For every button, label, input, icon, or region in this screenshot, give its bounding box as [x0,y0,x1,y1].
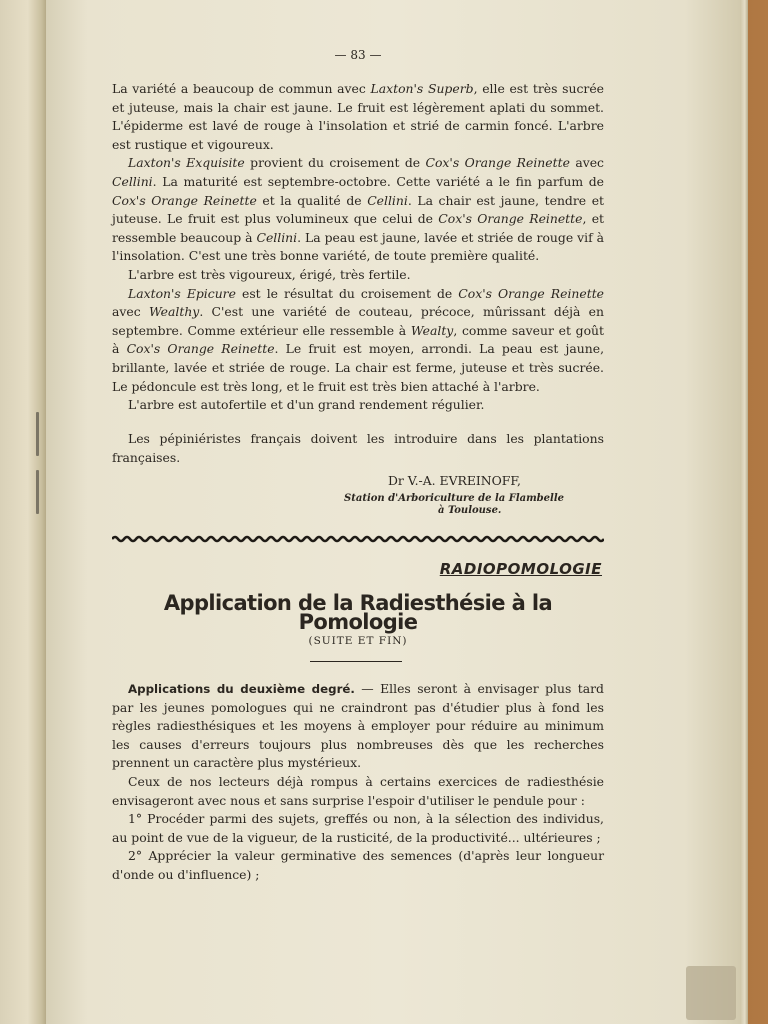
article-title: Application de la Radiesthésie à la Pomologie [163,591,553,634]
title-rule [310,661,402,662]
article-text-block [112,80,604,415]
paragraph-exquisite: Laxton's Exquisite provient du croisement de Cox's Orange Reinette avec Cellini. La maturité est septembre-octobre. Cette variété a le fin parfum de Cox's Orange Reinette et la qualité de Cellini. La chair est jaune, tendre et juteuse. Le fruit est plus volumineux que celui de Cox's Orange Reinette, et ressemble beaucoup à Cellini. La peau est jaune, lavée et striée de rouge vif à l'insolation. C'est une très bonne variété, de toute première qualité. [112,155,605,264]
section-label: RADIOPOMOLOGIE [439,560,602,578]
paragraph-superb: La variété a beaucoup de commun avec Laxton's Superb, elle est très sucrée et juteuse, mais la chair est jaune. Le fruit est légèrement aplati du sommet. L'épiderme est lavé de rouge à l'insolation et strié de carmin foncé. L'arbre est rustique et vigoureux. [112,81,604,152]
staple [36,412,39,456]
author-station: Station d'Arboriculture de la Flambelle [344,493,564,504]
staple [36,470,39,514]
body-paragraph-2: Ceux de nos lecteurs déjà rompus à certains exercices de radiesthésie envisageront avec nous et sans surprise l'espoir d'utiliser le pendule pour : [112,773,604,808]
paragraph-autofertile: L'arbre est autofertile et d'un grand rendement régulier. [128,397,485,413]
body-paragraph-1: Applications du deuxième degré. — Elles seront à envisager plus tard par les jeunes pomologues qui ne craindront pas d'étudier plus à fond les règles radiesthésiques et les moyens à employer pour réduire au minimum les causes d'erreurs toujours plus nombreuses dès que les recherches prennent un caractère plus mystérieux. [112,681,604,771]
page-number: — 83 — [334,48,382,62]
author-city: à Toulouse. [438,505,502,516]
lead-heading: Applications du deuxième degré. [128,682,355,696]
left-page-edge [0,0,47,1024]
article-body [112,680,604,885]
wavy-divider [112,534,604,544]
list-item-1: 1° Procéder parmi des sujets, greffés ou non, à la sélection des individus, au point de vue de la vigueur, de la rusticité, de la productivité... ultérieures ; [112,811,604,845]
closing-paragraph: Les pépiniéristes français doivent les introduire dans les plantations françaises. [112,431,604,465]
paragraph-vigour: L'arbre est très vigoureux, érigé, très fertile. [128,266,411,282]
article-subtitle: (SUITE ET FIN) [308,635,408,647]
thumb-corner [686,966,736,1020]
author-name: Dr V.-A. EVREINOFF, [388,473,521,488]
page-edge-stack [740,0,748,1024]
paragraph-epicure: Laxton's Epicure est le résultat du croisement de Cox's Orange Reinette avec Wealthy. C'est une variété de couteau, précoce, mûrissant déjà en septembre. Comme extérieur elle ressemble à Wealty, comme saveur et goût à Cox's Orange Reinette. Le fruit est moyen, arrondi. La peau est jaune, brillante, lavée et striée de rouge. La chair est ferme, juteuse et très sucrée. Le pédoncule est très long, et le fruit est très bien attaché à l'arbre. [112,285,605,394]
list-item-2: 2° Apprécier la valeur germinative des semences (d'après leur longueur d'onde ou d'influence) ; [112,848,604,882]
